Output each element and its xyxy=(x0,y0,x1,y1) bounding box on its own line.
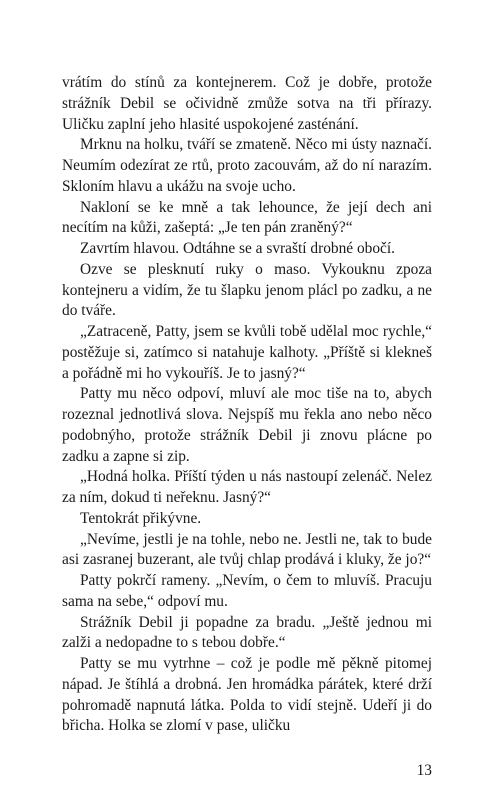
paragraph: Zavrtím hlavou. Odtáhne se a svraští drobné obočí. xyxy=(80,240,395,257)
paragraph: Nakloní se ke mně a tak lehounce, že její dech ani necítím na kůži, zašeptá: „Je ten pán zraněný?“ xyxy=(62,198,432,237)
page-number: 13 xyxy=(416,762,432,779)
paragraph: „Hodná holka. Příští týden u nás nastoupí zelenáč. Nelez za ním, dokud ti neřeknu. Jasný?“ xyxy=(62,468,432,506)
paragraph: Strážník Debil ji popadne za bradu. „Ještě jednou mi zalži a nedopadne to s tebou dobře.“ xyxy=(62,613,432,652)
paragraph: Mrknu na holku, tváří se zmateně. Něco mi ústy naznačí. Neumím odezírat ze rtů, proto zacouvám, až do ní narazím. Skloním hlavu a ukážu na svoje ucho. xyxy=(62,136,432,195)
paragraph: Ozve se plesknutí ruky o maso. Vykouknu zpoza kontejneru a vidím, že tu šlapku jenom plácl po zadku, a ne do tváře. xyxy=(62,260,432,320)
paragraph: Patty se mu vytrhne – což je podle mě pěkně pitomej nápad. Je štíhlá a drobná. Jen hromádka párátek, které drží pohromadě napnutá látka. Polda to vidí stejně. Udeří ji do břicha. Holka se zlomí v pase, uličku xyxy=(62,655,432,735)
paragraph: Patty mu něco odpoví, mluví ale moc tiše na to, abych rozeznal jednotlivá slova. Nejspíš mu řekla ano nebo něco podobnýho, protože strážník Debil ji znovu plácne po zadku a zapne si zip. xyxy=(62,385,432,465)
paragraph: „Zatraceně, Patty, jsem se kvůli tobě udělal moc rychle,“ postěžuje si, zatímco si natahuje kalhoty. „Příště si klekneš a pořádně mi ho vykouříš. Je to jasný?“ xyxy=(62,323,432,382)
paragraph: Tentokrát přikývne. xyxy=(80,509,202,527)
paragraph: vrátím do stínů za kontejnerem. Což je dobře, protože strážník Debil se očividně zmůže sotva na tři přírazy. Uličku zaplní jeho hlasité uspokojené zasténání. xyxy=(62,74,432,133)
paragraph: „Nevíme, jestli je na tohle, nebo ne. Jestli ne, tak to bude asi zasranej buzerant, ale tvůj chlap prodává i kluky, že jo?“ xyxy=(62,530,432,569)
body-text xyxy=(62,73,432,737)
paragraph: Patty pokrčí rameny. „Nevím, o čem to mluvíš. Pracuju sama na sebe,“ odpoví mu. xyxy=(62,572,432,610)
